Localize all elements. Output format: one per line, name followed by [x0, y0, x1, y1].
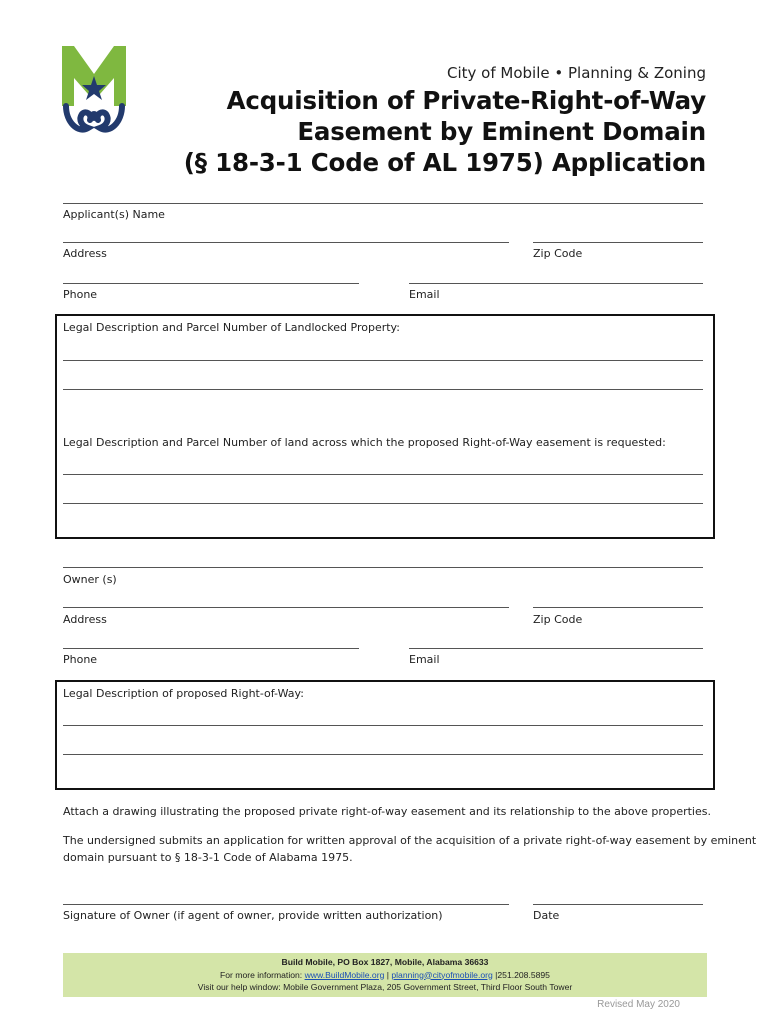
email-link[interactable]: planning@cityofmobile.org	[391, 969, 493, 980]
crossing-land-description-line-1[interactable]	[63, 474, 703, 475]
attach-drawing-instruction: Attach a drawing illustrating the proposed private right-of-way easement and its relationship to the above properties.	[63, 805, 711, 818]
submission-statement-line-1: The undersigned submits an application for written approval of the acquisition of a private right-of-way easement by eminent	[63, 834, 757, 847]
right-of-way-description-line-1[interactable]	[63, 725, 703, 726]
footer-contact-box	[63, 953, 707, 997]
applicant-name-label: Applicant(s) Name	[63, 208, 165, 221]
applicant-address-label: Address	[63, 247, 107, 260]
footer-info-prefix: For more information:	[220, 969, 305, 980]
footer-help-window: Visit our help window: Mobile Government Plaza, 205 Government Street, Third Floor South Tower	[197, 982, 573, 992]
applicant-phone-line[interactable]	[63, 283, 359, 284]
footer-separator: |	[384, 969, 392, 980]
city-of-mobile-logo	[62, 44, 126, 140]
website-link[interactable]: www.BuildMobile.org	[304, 969, 385, 980]
applicant-address-line[interactable]	[63, 242, 509, 243]
organization-name: City of Mobile • Planning & Zoning	[447, 64, 706, 82]
owner-address-line[interactable]	[63, 607, 509, 608]
signature-date-label: Date	[533, 909, 560, 922]
owner-zip-line[interactable]	[533, 607, 703, 608]
landlocked-description-label: Legal Description and Parcel Number of Landlocked Property:	[63, 321, 400, 334]
owner-phone-line[interactable]	[63, 648, 359, 649]
crossing-land-description-line-2[interactable]	[63, 503, 703, 504]
submission-statement-line-2: domain pursuant to § 18-3-1 Code of Alabama 1975.	[63, 851, 353, 864]
crossing-land-description-label: Legal Description and Parcel Number of land across which the proposed Right-of-Way easement is requested:	[63, 436, 666, 449]
revised-date: Revised May 2020	[597, 999, 680, 1010]
landlocked-property-box	[55, 314, 715, 539]
right-of-way-description-line-2[interactable]	[63, 754, 703, 755]
right-of-way-description-label: Legal Description of proposed Right-of-Way:	[63, 687, 304, 700]
signature-date-line[interactable]	[533, 904, 703, 905]
owner-signature-line[interactable]	[63, 904, 509, 905]
footer-phone: |251.208.5895	[492, 969, 550, 980]
owner-email-line[interactable]	[409, 648, 703, 649]
applicant-email-label: Email	[409, 288, 440, 301]
owner-name-label: Owner (s)	[63, 573, 117, 586]
footer-address: Build Mobile, PO Box 1827, Mobile, Alabama 36633	[281, 957, 489, 967]
applicant-phone-label: Phone	[63, 288, 98, 301]
applicant-name-line[interactable]	[63, 203, 703, 204]
title-line-1: Acquisition of Private-Right-of-Way	[226, 86, 706, 115]
owner-signature-label: Signature of Owner (if agent of owner, provide written authorization)	[63, 909, 443, 922]
owner-zip-label: Zip Code	[533, 613, 583, 626]
title-line-3: (§ 18-3-1 Code of AL 1975) Application	[183, 148, 706, 177]
owner-name-line[interactable]	[63, 567, 703, 568]
footer-contact-line	[63, 969, 707, 982]
title-line-2: Easement by Eminent Domain	[297, 117, 706, 146]
landlocked-description-line-2[interactable]	[63, 389, 703, 390]
owner-address-label: Address	[63, 613, 107, 626]
owner-phone-label: Phone	[63, 653, 98, 666]
applicant-zip-line[interactable]	[533, 242, 703, 243]
applicant-email-line[interactable]	[409, 283, 703, 284]
applicant-zip-label: Zip Code	[533, 247, 583, 260]
owner-email-label: Email	[409, 653, 440, 666]
landlocked-description-line-1[interactable]	[63, 360, 703, 361]
